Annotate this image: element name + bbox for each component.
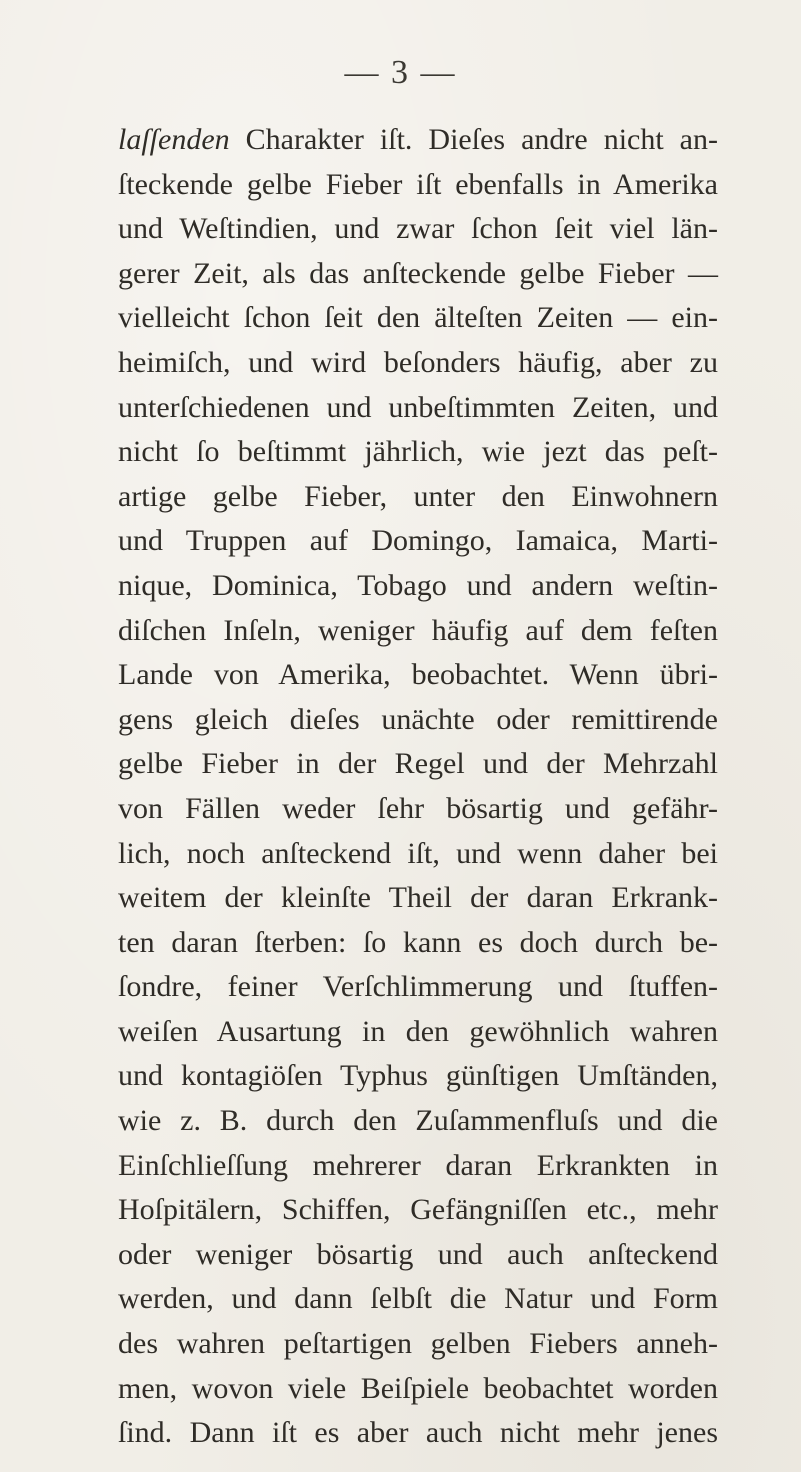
text-line: und Weſtindien, und zwar ſchon ſeit viel län- (118, 212, 718, 246)
text-line: lich, noch anſteckend iſt, und wenn daher bei (118, 836, 718, 870)
body-text (118, 118, 718, 1456)
text-line: des wahren peſtartigen gelben Fiebers anneh- (118, 1327, 718, 1361)
text-line: oder weniger bösartig und auch anſteckend (118, 1237, 718, 1271)
text-line: gens gleich dieſes unächte oder remittirende (118, 702, 718, 736)
text-line: diſchen Inſeln, weniger häufig auf dem feſten (118, 613, 718, 647)
text-line: wie z. B. durch den Zuſammenfluſs und die (118, 1104, 718, 1138)
text-line: gerer Zeit, als das anſteckende gelbe Fieber — (118, 256, 718, 290)
text-line: heimiſch, und wird beſonders häufig, aber zu (118, 345, 718, 379)
text-line: gelbe Fieber in der Regel und der Mehrzahl (118, 747, 718, 781)
text-line: Lande von Amerika, beobachtet. Wenn übri- (118, 658, 718, 692)
italic-word: laſſenden (118, 123, 230, 156)
text-line: unterſchiedenen und unbeſtimmten Zeiten, und (118, 390, 718, 424)
text-line: artige gelbe Fieber, unter den Einwohnern (118, 479, 718, 513)
text-line: ſondre, feiner Verſchlimmerung und ſtuffen- (118, 970, 718, 1004)
text-line: ten daran ſterben: ſo kann es doch durch be- (118, 925, 718, 959)
text-line: Einſchlieſſung mehrerer daran Erkrankten in (118, 1148, 718, 1182)
text-line: weitem der kleinſte Theil der daran Erkrank- (118, 881, 718, 915)
text-line: von Fällen weder ſehr bösartig und gefähr- (118, 791, 718, 825)
page-number-marker: — 3 — (344, 54, 457, 91)
text-line: und kontagiöſen Typhus günſtigen Umſtänden, (118, 1059, 718, 1093)
text-line: men, wovon viele Beiſpiele beobachtet worden (118, 1371, 718, 1405)
text-line: werden, und dann ſelbſt die Natur und Form (118, 1282, 718, 1316)
text-line: weiſen Ausartung in den gewöhnlich wahren (118, 1014, 718, 1048)
text-line: ſind. Dann iſt es aber auch nicht mehr jenes (118, 1416, 718, 1450)
text-line: nicht ſo beſtimmt jährlich, wie jezt das peſt- (118, 435, 718, 469)
text-line: Hoſpitälern, Schiffen, Gefängniſſen etc., mehr (118, 1193, 718, 1227)
text-line: vielleicht ſchon ſeit den älteſten Zeiten — ein- (118, 301, 718, 335)
text-line: ſteckende gelbe Fieber iſt ebenfalls in Amerika (118, 167, 718, 201)
text-line: laſſenden Charakter iſt. Dieſes andre nicht an- (118, 123, 718, 156)
text-line: und Truppen auf Domingo, Iamaica, Marti- (118, 524, 718, 558)
text-line: nique, Dominica, Tobago und andern weſtin- (118, 568, 718, 602)
